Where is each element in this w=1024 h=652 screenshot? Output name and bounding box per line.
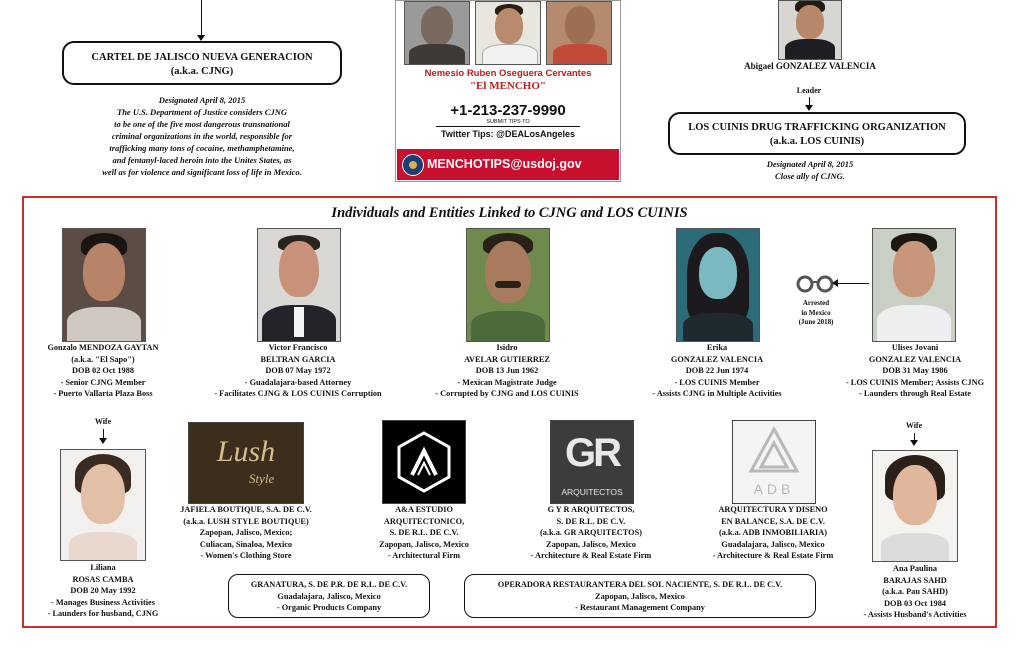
doj-seal-icon [402,154,424,176]
caption-line: - Guadalajara-based Attorney [244,377,352,387]
caption-line: ROSAS CAMBA [72,574,134,584]
leader-role: Leader [796,86,822,95]
mencho-alias: "El MENCHO" [469,80,547,92]
granatura-box [228,574,430,618]
note-line: to be one of the five most dangerous transnational [114,119,290,129]
caption-line: - Puerto Vallarta Plaza Boss [53,389,153,398]
avelar-photo [466,228,550,342]
caption-line: - Assists CJNG in Multiple Activities [652,389,782,398]
caption-line: Ana Paulina [892,564,938,573]
person-caption-ana-paulina [840,563,990,621]
lush-style-logo [188,422,304,504]
tip-phone: +1-213-237-9990 [450,102,566,119]
caption-line: - Women's Clothing Store [200,551,292,560]
caption-line: GONZALEZ VALENCIA [670,354,764,364]
note-line: trafficking many tons of cocaine, methamphetamine, [109,143,295,153]
gr-logo-text: GR [565,431,619,475]
caption-line: - Manages Business Activities [51,597,155,607]
gr-logo-sub: ARQUITECTOS [561,487,623,497]
panel-title: Individuals and Entities Linked to CJNG and LOS CUINIS [331,205,688,221]
tip-email[interactable]: MENCHOTIPS@usdoj.gov [427,157,582,171]
hexagon-a-icon [383,421,465,503]
caption-line: Zapopan, Jalisco, Mexico [546,539,636,549]
triangle-logo-icon [733,421,815,481]
caption-line: (a.k.a. Pau SAHD) [882,587,948,596]
connector-line [201,0,202,36]
submit-label: SUBMIT TIPS TO [486,119,530,125]
mencho-name: Nemesio Ruben Oseguera Cervantes [424,68,592,79]
leader-name: Abigael GONZALEZ VALENCIA [744,61,876,71]
arrow-icon [910,440,918,446]
caption-line: DOB 13 Jun 1962 [475,366,539,375]
gr-arquitectos-logo [550,420,634,504]
arrested-line: (June 2018) [798,318,834,326]
arrested-line: in Mexico [801,308,831,317]
person-caption-liliana [22,562,184,620]
caption-line: - Architectural Firm [387,551,461,560]
caption-line: A&A ESTUDIO [395,505,453,514]
leader-photo [778,0,842,60]
caption-line: - Senior CJNG Member [60,377,146,387]
cuinis-box-alias: (a.k.a. LOS CUINIS) [769,136,865,147]
caption-line: EN BALANCE, S.A. DE C.V. [721,516,825,526]
cjng-note [52,94,352,178]
note-line: and fentanyl-laced heroin into the Unites States, as [112,155,292,165]
caption-line: S. DE R.L. DE C.V. [556,516,626,526]
mencho-poster [395,0,621,182]
connector-line [837,283,869,284]
caption-line: GONZALEZ VALENCIA [868,354,962,364]
caption-line: Culiacan, Sinaloa, Mexico [199,539,293,549]
caption-line: ARQUITECTURA Y DISENO [718,505,828,514]
caption-line: - Corrupted by CJNG and LOS CUINIS [435,389,579,398]
person-caption-mendoza [22,342,184,400]
beltran-photo [257,228,341,342]
divider [436,126,580,127]
caption-line: Zapopan, Jalisco, Mexico [595,591,685,601]
caption-line: Ulises Jovani [891,343,939,352]
entity-caption-adb [690,504,856,562]
entity-caption-gr [506,504,676,562]
caption-line: G Y R ARQUITECTOS, [547,505,635,514]
caption-line: Guadalajara, Jalisco, Mexico [721,539,825,549]
caption-line: - Launders for husband, CJNG [47,609,159,618]
adb-logo-text: ADB [753,481,795,497]
wife-label-right: Wife [905,421,923,430]
caption-line: - Facilitates CJNG & LOS CUINIS Corruption [214,389,382,398]
cuinis-box-title: LOS CUINIS DRUG TRAFFICKING ORGANIZATION [688,122,946,133]
entity-caption-jafiela [162,504,330,562]
person-caption-avelar [412,342,602,400]
caption-line: Erika [706,343,728,352]
caption-line: BARAJAS SAHD [883,575,947,585]
handcuffs-icon [795,272,835,294]
caption-line: (a.k.a. ADB INMOBILIARIA) [718,528,828,537]
caption-line: DOB 22 Jun 1974 [685,366,749,375]
caption-line: - Restaurant Management Company [575,603,705,612]
mencho-photo-2 [475,1,541,65]
caption-line: - Assists Husband's Activities [863,610,967,619]
caption-line: - Mexican Magistrate Judge [457,377,557,387]
twitter-tips[interactable]: Twitter Tips: @DEALosAngeles [441,129,575,139]
erika-photo [676,228,760,342]
arrested-line: Arrested [802,299,830,307]
caption-line: Liliana [90,563,116,572]
cuinis-box [668,112,966,155]
caption-line: (a.k.a. "El Sapo") [71,354,135,364]
aa-estudio-logo [382,420,466,504]
caption-line: Guadalajara, Jalisco, Mexico [277,591,381,601]
entity-caption-aa [350,504,498,562]
email-banner [397,149,619,180]
caption-line: S. DE R.L. DE C.V. [389,528,459,537]
caption-line: DOB 07 May 1972 [265,366,331,375]
mencho-photo-1 [404,1,470,65]
note-line: well as for violence and significant loss of life in Mexico. [102,167,302,177]
caption-line: AVELAR GUTIERREZ [464,354,550,364]
caption-line: - LOS CUINIS Member [674,377,760,387]
caption-line: Gonzalo MENDOZA GAYTAN [47,343,159,352]
note-line: criminal organizations in the world, responsible for [111,131,293,141]
caption-line: - LOS CUINIS Member; Assists CJNG [845,377,985,387]
caption-line: - Architecture & Real Estate Firm [712,551,834,560]
caption-line: Zapopan, Jalisco, Mexico; [199,528,293,537]
caption-line: - Launders through Real Estate [859,389,971,398]
caption-line: DOB 03 Oct 1984 [884,598,946,608]
person-caption-ulises [818,342,1012,400]
caption-line: JAFIELA BOUTIQUE, S.A. DE C.V. [180,505,312,514]
caption-line: GRANATURA, S. DE P.R. DE R.L. DE C.V. [250,580,408,589]
lush-logo-text: Lush [216,435,276,468]
arrow-icon [805,105,813,111]
cjng-box [62,41,342,85]
cjng-box-alias: (a.k.a. CJNG) [170,66,234,77]
caption-line: - Architecture & Real Estate Firm [530,551,652,560]
arrow-left-icon [832,279,838,287]
note-line: The U.S. Department of Justice considers CJNG [117,107,287,117]
mencho-photo-3 [546,1,612,65]
caption-line: ARQUITECTONICO, [383,516,465,526]
arrested-note [784,299,848,328]
liliana-photo [60,449,146,561]
mendoza-photo [62,228,146,342]
caption-line: DOB 20 May 1992 [70,586,136,595]
person-caption-erika [620,342,814,400]
cuinis-note [700,158,920,182]
caption-line: (a.k.a. LUSH STYLE BOUTIQUE) [183,516,309,526]
caption-line: - Organic Products Company [276,603,382,612]
ulises-photo [872,228,956,342]
caption-line: OPERADORA RESTAURANTERA DEL SOL NACIENTE, S. DE R.L. DE C.V. [497,580,783,589]
caption-line: Isidro [496,343,518,352]
caption-line: DOB 31 May 1986 [882,366,948,375]
caption-line: DOB 02 Oct 1988 [72,366,134,375]
note-line: Close ally of CJNG. [775,171,845,181]
arrow-icon [99,438,107,444]
caption-line: BELTRAN GARCIA [260,354,336,364]
caption-line: Zapopan, Jalisco, Mexico [379,539,469,549]
person-caption-beltran [200,342,396,400]
lush-logo-sub: Style [249,471,275,486]
operadora-box [464,574,816,618]
caption-line: Victor Francisco [268,343,328,352]
ana-paulina-photo [872,450,958,562]
note-line: Designated April 8, 2015 [766,159,854,169]
caption-line: (a.k.a. GR ARQUITECTOS) [540,528,642,537]
adb-logo [732,420,816,504]
cjng-box-title: CARTEL DE JALISCO NUEVA GENERACION [91,52,313,63]
wife-label-left: Wife [94,417,112,426]
note-line: Designated April 8, 2015 [158,95,246,105]
